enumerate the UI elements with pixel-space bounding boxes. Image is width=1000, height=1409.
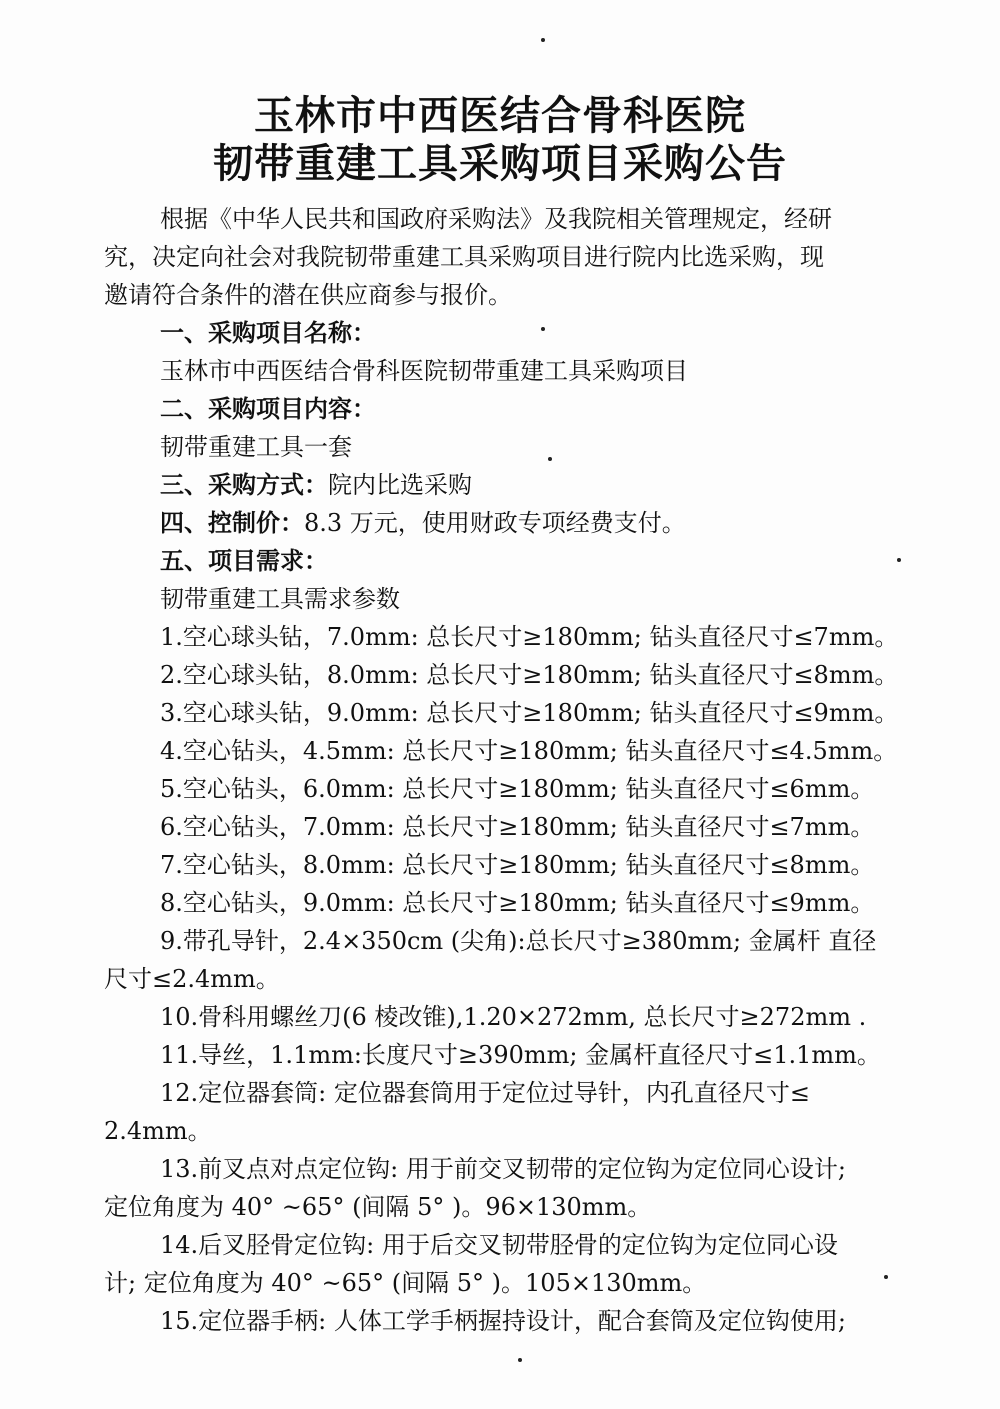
item-12-line-2: 2.4mm。 — [104, 1117, 212, 1145]
section-2-value: 韧带重建工具一套 — [160, 433, 352, 461]
list-item: 6.空心钻头，7.0mm: 总长尺寸≥180mm; 钻头直径尺寸≤7mm。 — [160, 813, 875, 841]
intro-line-1: 根据《中华人民共和国政府采购法》及我院相关管理规定，经研 — [160, 205, 832, 233]
section-3 — [104, 466, 916, 504]
section-3-value: 院内比选采购 — [328, 471, 472, 499]
scan-speck — [518, 1358, 522, 1362]
section-4 — [104, 504, 916, 542]
list-item: 1.空心球头钻，7.0mm: 总长尺寸≥180mm; 钻头直径尺寸≤7mm。 — [160, 623, 899, 651]
scan-speck — [541, 38, 545, 42]
item-14-line-2: 计; 定位角度为 40° ~65° (间隔 5° )。105×130mm。 — [104, 1269, 707, 1297]
list-item: 8.空心钻头，9.0mm: 总长尺寸≥180mm; 钻头直径尺寸≤9mm。 — [160, 889, 875, 917]
document-body — [104, 200, 916, 1340]
list-item: 2.空心球头钻，8.0mm: 总长尺寸≥180mm; 钻头直径尺寸≤8mm。 — [160, 661, 899, 689]
section-4-heading: 四、控制价： — [160, 509, 304, 537]
section-3-heading: 三、采购方式： — [160, 471, 328, 499]
section-2-heading: 二、采购项目内容： — [160, 395, 376, 423]
item-12-line-1: 12.定位器套筒: 定位器套筒用于定位过导针，内孔直径尺寸≤ — [160, 1079, 810, 1107]
document-title-line1: 玉林市中西医结合骨科医院 — [254, 93, 746, 139]
section-4-value: 8.3 万元，使用财政专项经费支付。 — [304, 509, 686, 537]
section-5-heading: 五、项目需求： — [160, 547, 328, 575]
list-item: 7.空心钻头，8.0mm: 总长尺寸≥180mm; 钻头直径尺寸≤8mm。 — [160, 851, 875, 879]
section-5-value: 韧带重建工具需求参数 — [160, 585, 400, 613]
intro-line-3: 邀请符合条件的潜在供应商参与报价。 — [104, 281, 512, 309]
scan-speck — [541, 327, 545, 331]
scan-speck — [897, 558, 901, 562]
item-9-line-2: 尺寸≤2.4mm。 — [104, 965, 280, 993]
item-14-line-1: 14.后叉胫骨定位钩: 用于后交叉韧带胫骨的定位钩为定位同心设 — [160, 1231, 838, 1259]
list-item: 5.空心钻头，6.0mm: 总长尺寸≥180mm; 钻头直径尺寸≤6mm。 — [160, 775, 875, 803]
item-15: 15.定位器手柄: 人体工学手柄握持设计，配合套筒及定位钩使用; — [160, 1307, 846, 1335]
scan-speck — [884, 1275, 888, 1279]
item-13-line-1: 13.前叉点对点定位钩: 用于前交叉韧带的定位钩为定位同心设计; — [160, 1155, 846, 1183]
document-title-line2: 韧带重建工具采购项目采购公告 — [213, 141, 787, 187]
section-1-heading: 一、采购项目名称： — [160, 319, 376, 347]
intro-line-2: 究，决定向社会对我院韧带重建工具采购项目进行院内比选采购，现 — [104, 243, 824, 271]
list-item: 4.空心钻头，4.5mm: 总长尺寸≥180mm; 钻头直径尺寸≤4.5mm。 — [160, 737, 898, 765]
scan-speck — [548, 457, 552, 461]
list-item: 3.空心球头钻，9.0mm: 总长尺寸≥180mm; 钻头直径尺寸≤9mm。 — [160, 699, 899, 727]
item-9-line-1: 9.带孔导针，2.4×350cm (尖角):总长尺寸≥380mm; 金属杆 直径 — [160, 927, 877, 955]
section-1-value: 玉林市中西医结合骨科医院韧带重建工具采购项目 — [160, 357, 688, 385]
item-11: 11.导丝，1.1mm:长度尺寸≥390mm; 金属杆直径尺寸≤1.1mm。 — [160, 1041, 881, 1069]
item-10: 10.骨科用螺丝刀(6 棱改锥),1.20×272mm, 总长尺寸≥272mm . — [160, 1003, 867, 1031]
item-13-line-2: 定位角度为 40° ~65° (间隔 5° )。96×130mm。 — [104, 1193, 652, 1221]
